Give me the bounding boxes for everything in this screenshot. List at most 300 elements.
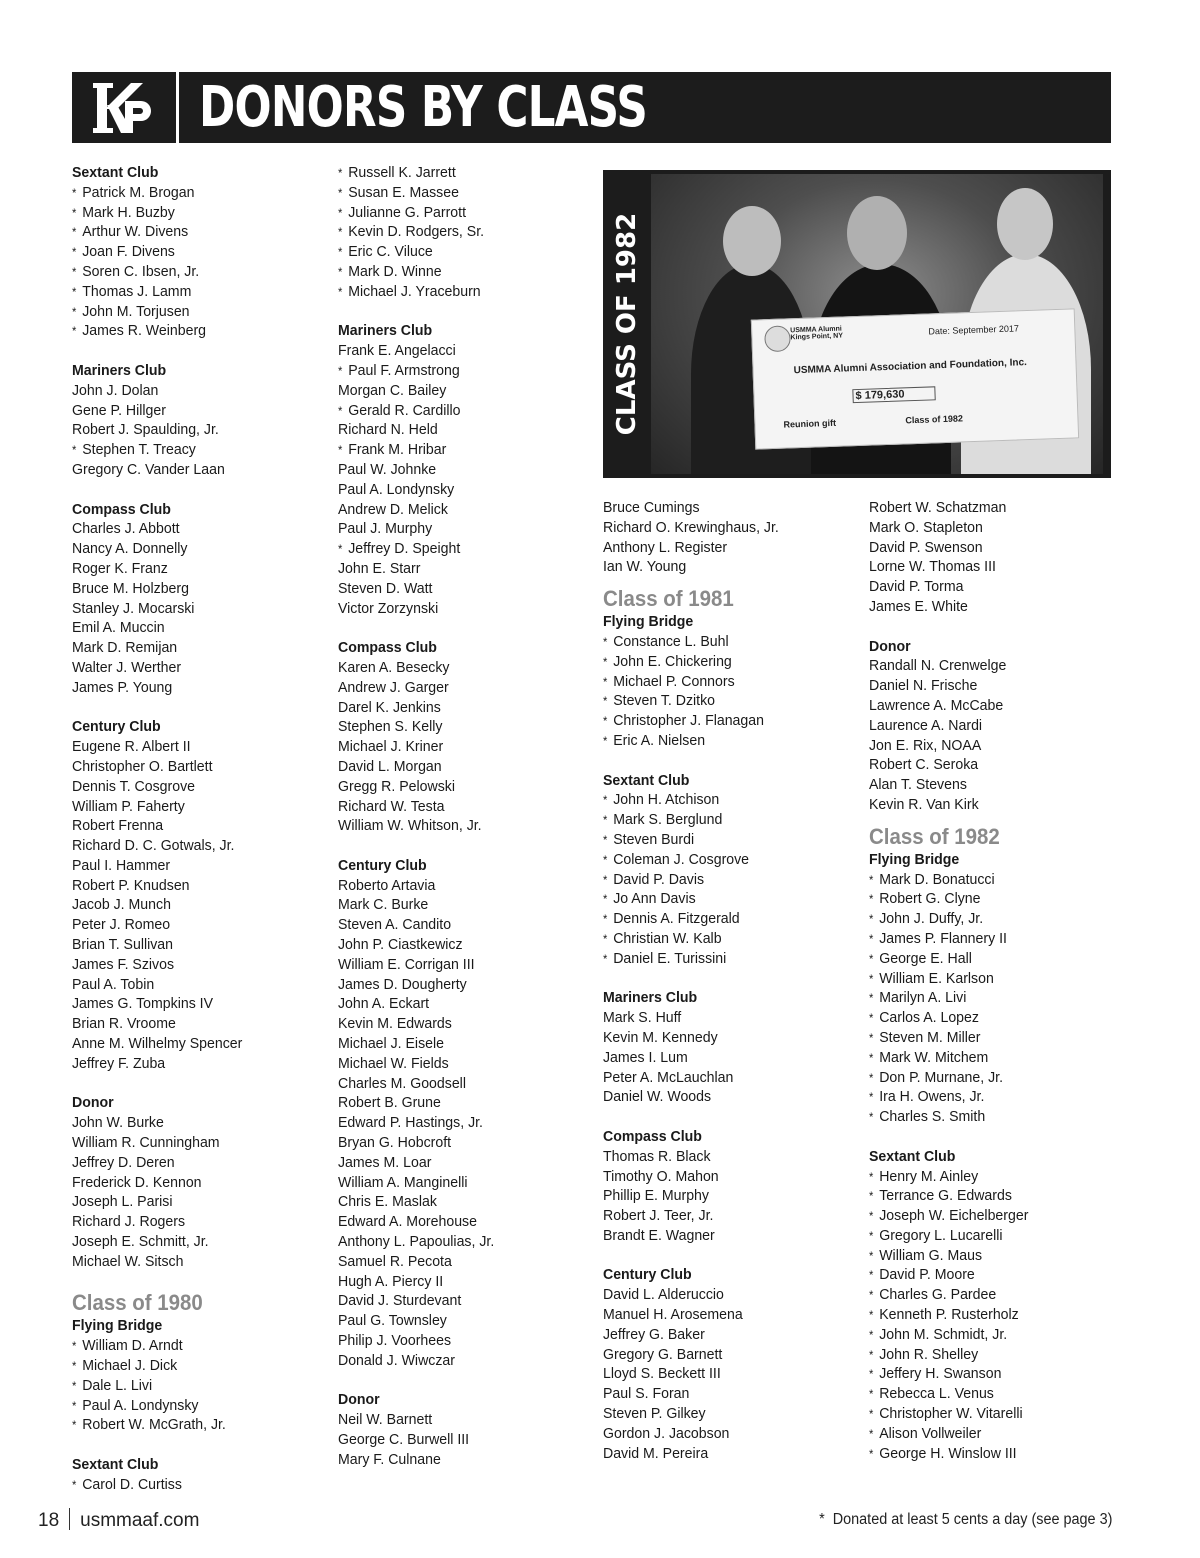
donor-name: [72, 539, 309, 559]
donor-name-text: John H. Atchison: [613, 791, 720, 809]
person-left-head: [723, 206, 781, 276]
star-icon: *: [72, 304, 77, 319]
donor-name-text: Lawrence A. McCabe: [869, 696, 1004, 714]
donor-name: [869, 1285, 1092, 1305]
star-icon: *: [72, 225, 77, 240]
star-icon: *: [869, 991, 874, 1006]
donor-name: [72, 1113, 309, 1133]
donor-name: [72, 1232, 309, 1252]
donor-name-text: Victor Zorzynski: [338, 599, 439, 617]
donor-name: [72, 579, 309, 599]
donor-name: [869, 795, 1092, 815]
donor-name: [338, 1212, 575, 1232]
donor-name-text: Jeffrey F. Zuba: [72, 1054, 166, 1072]
donor-name: [603, 810, 840, 830]
donor-name: [869, 577, 1092, 597]
footnote-text: Donated at least 5 cents a day (see page 3): [832, 1511, 1112, 1528]
donor-name: [338, 895, 575, 915]
donor-name-text: Paul F. Armstrong: [348, 361, 460, 379]
donor-name: [869, 1048, 1092, 1068]
donor-name-text: Jon E. Rix, NOAA: [869, 736, 982, 754]
donor-name: [72, 876, 309, 896]
donor-name: [869, 1246, 1092, 1266]
donor-name-text: Paul A. Londynsky: [338, 480, 455, 498]
star-icon: *: [72, 264, 77, 279]
donor-name: [72, 777, 309, 797]
donor-name: [72, 381, 309, 401]
star-icon: *: [72, 1477, 77, 1492]
donor-name: [603, 672, 840, 692]
donor-name-text: John J. Duffy, Jr.: [879, 910, 984, 928]
donor-group: [338, 163, 593, 302]
donor-name: [869, 1068, 1092, 1088]
donor-name-text: Jeffery H. Swanson: [879, 1365, 1002, 1383]
giving-club-heading: Compass Club: [72, 500, 171, 518]
donor-name-text: Jacob J. Munch: [72, 896, 171, 914]
donor-name-text: Rebecca L. Venus: [879, 1385, 994, 1403]
donor-name-text: William P. Faherty: [72, 797, 185, 815]
donor-name: [338, 757, 575, 777]
donor-group: [603, 498, 858, 577]
donor-name: [338, 460, 575, 480]
star-icon: *: [338, 225, 343, 240]
donor-group: [338, 1390, 593, 1469]
donor-name: [72, 460, 309, 480]
footer-divider: [69, 1508, 70, 1530]
donor-name-text: Alison Vollweiler: [879, 1424, 982, 1442]
donor-name-text: Robert J. Spaulding, Jr.: [72, 421, 219, 439]
donor-name-text: Joseph L. Parisi: [72, 1193, 173, 1211]
donor-name: [869, 1226, 1092, 1246]
donor-name: [338, 1331, 575, 1351]
donor-name-text: Richard J. Rogers: [72, 1213, 186, 1231]
star-icon: *: [338, 363, 343, 378]
title-banner: [72, 72, 1111, 143]
donor-name: [603, 1186, 840, 1206]
donor-name: [603, 731, 840, 751]
donor-name-text: Mark D. Bonatucci: [879, 870, 995, 888]
donor-name: [338, 480, 575, 500]
star-icon: *: [603, 872, 608, 887]
donor-name: [869, 1345, 1092, 1365]
donor-name: [869, 1107, 1092, 1127]
donor-name-text: William E. Corrigan III: [338, 955, 475, 973]
donor-name: [72, 242, 309, 262]
star-icon: *: [338, 443, 343, 458]
donor-name-text: Robert B. Grune: [338, 1094, 441, 1112]
donor-name-text: Stanley J. Mocarski: [72, 599, 195, 617]
donor-name: [603, 1444, 840, 1464]
donor-name: [72, 955, 309, 975]
donor-name-text: Andrew J. Garger: [338, 678, 449, 696]
donor-name: [338, 1430, 575, 1450]
donor-name: [338, 658, 575, 678]
donor-name-text: James F. Szivos: [72, 955, 175, 973]
star-icon: *: [72, 324, 77, 339]
star-icon: *: [869, 1308, 874, 1323]
donor-name-text: David P. Swenson: [869, 538, 983, 556]
star-icon: *: [338, 185, 343, 200]
check-memo: Reunion gift: [783, 417, 837, 430]
donor-name-text: Brian R. Vroome: [72, 1015, 176, 1033]
donor-name-text: James P. Young: [72, 678, 173, 696]
star-icon: *: [869, 912, 874, 927]
donor-name-text: James R. Weinberg: [82, 322, 207, 340]
class-year-heading: Class of 1980: [72, 1290, 203, 1316]
donor-name: [603, 691, 840, 711]
donor-name: [338, 539, 575, 559]
donor-name: [338, 420, 575, 440]
donor-name-text: Robert W. Schatzman: [869, 499, 1007, 516]
donor-name-text: Gene P. Hillger: [72, 401, 166, 419]
donor-name-text: Coleman J. Cosgrove: [613, 850, 750, 868]
donor-name: [338, 994, 575, 1014]
giving-club-heading: Sextant Club: [72, 1456, 159, 1473]
donor-name-text: Roberto Artavia: [338, 876, 436, 894]
donor-name-text: John W. Burke: [72, 1114, 164, 1132]
donor-name: [603, 889, 840, 909]
donor-name-text: Chris E. Maslak: [338, 1193, 437, 1211]
donor-name: [72, 1475, 309, 1495]
star-icon: *: [869, 872, 874, 887]
donor-group: [72, 717, 327, 1073]
donor-name: [338, 876, 575, 896]
donor-name: [338, 262, 575, 282]
donor-name-text: Edward P. Hastings, Jr.: [338, 1114, 483, 1132]
donor-name-text: Peter J. Romeo: [72, 916, 171, 934]
donor-name-text: Jeffrey D. Speight: [348, 540, 461, 558]
donor-name-text: William R. Cunningham: [72, 1134, 220, 1152]
star-icon: *: [869, 1228, 874, 1243]
star-icon: *: [869, 1407, 874, 1422]
donor-name: [338, 1014, 575, 1034]
star-icon: *: [869, 1050, 874, 1065]
banner-divider: [176, 72, 179, 143]
donor-name: [603, 949, 840, 969]
donor-name-text: Andrew D. Melick: [338, 500, 448, 518]
donor-name-text: Mark H. Buzby: [82, 203, 175, 221]
donor-name: [603, 1404, 840, 1424]
donor-name-text: Terrance G. Edwards: [879, 1187, 1012, 1205]
donor-name: [338, 1034, 575, 1054]
donor-name-text: Samuel R. Pecota: [338, 1252, 452, 1270]
donor-name: [338, 1074, 575, 1094]
donor-column-2: [338, 163, 593, 1489]
donor-name-text: Robert W. McGrath, Jr.: [82, 1416, 226, 1434]
donor-name: [869, 909, 1092, 929]
star-icon: *: [869, 1169, 874, 1184]
donor-name-text: Thomas J. Lamm: [82, 282, 192, 300]
donor-name: [869, 775, 1092, 795]
donor-name-text: Eric A. Nielsen: [613, 731, 706, 749]
donor-name-text: Brian T. Sullivan: [72, 936, 174, 954]
donor-name-text: Manuel H. Arosemena: [603, 1306, 743, 1324]
donor-name: [338, 1113, 575, 1133]
donor-column-1: [72, 163, 327, 1514]
donor-name-text: John R. Shelley: [879, 1345, 979, 1363]
donor-name-text: Jeffrey D. Deren: [72, 1153, 175, 1171]
donor-name: [603, 711, 840, 731]
donor-name-text: George E. Hall: [879, 949, 972, 967]
donor-name-text: Dennis T. Cosgrove: [72, 777, 196, 795]
donor-name: [869, 1206, 1092, 1226]
donor-name: [72, 836, 309, 856]
donor-group: [603, 988, 858, 1107]
donor-name: [72, 302, 309, 322]
donor-name: [72, 222, 309, 242]
star-icon: *: [603, 951, 608, 966]
donor-name: [869, 538, 1092, 558]
photo-label-text: CLASS OF 1982: [612, 212, 643, 436]
donor-name-text: Robert Frenna: [72, 817, 164, 835]
donor-name: [72, 975, 309, 995]
donor-name: [338, 717, 575, 737]
donor-name: [72, 1396, 309, 1416]
donor-name-text: Anthony L. Register: [603, 538, 728, 556]
star-icon: *: [603, 694, 608, 709]
giving-club-heading: Compass Club: [338, 639, 437, 657]
donor-name-text: David P. Moore: [879, 1266, 975, 1284]
giving-club-heading: Compass Club: [603, 1127, 702, 1145]
donor-name-text: Frederick D. Kennon: [72, 1173, 202, 1191]
donor-name: [338, 797, 575, 817]
star-icon: *: [869, 1367, 874, 1382]
donor-name-text: James M. Loar: [338, 1153, 432, 1171]
donor-name-text: Morgan C. Bailey: [338, 381, 447, 399]
star-icon: *: [869, 931, 874, 946]
donor-name: [603, 830, 840, 850]
star-icon: *: [603, 892, 608, 907]
donor-name-text: Arthur W. Divens: [82, 223, 189, 241]
donor-name: [338, 361, 575, 381]
donor-name: [72, 1415, 309, 1435]
donor-name-text: Steven T. Dzitko: [613, 692, 716, 710]
donor-name: [869, 1008, 1092, 1028]
donor-name-text: Bruce M. Holzberg: [72, 579, 189, 597]
donor-name: [869, 949, 1092, 969]
star-icon: *: [869, 1288, 874, 1303]
donor-name: [603, 1068, 840, 1088]
star-icon: *: [603, 654, 608, 669]
donor-name-text: William W. Whitson, Jr.: [338, 817, 482, 835]
donor-name: [338, 1153, 575, 1173]
donor-name-text: Michael J. Kriner: [338, 738, 444, 756]
donor-name: [869, 1444, 1092, 1464]
donor-name: [338, 1173, 575, 1193]
donor-name: [603, 929, 840, 949]
donor-name-text: David L. Morgan: [338, 757, 442, 775]
donor-name: [338, 1272, 575, 1292]
donor-name-text: Hugh A. Piercy II: [338, 1272, 444, 1290]
person-center-head: [847, 196, 907, 270]
donor-name-text: Michael W. Fields: [338, 1054, 449, 1072]
star-icon: *: [869, 1268, 874, 1283]
donor-name-text: Bryan G. Hobcroft: [338, 1134, 452, 1152]
donor-name: [72, 816, 309, 836]
donor-name: [869, 656, 1092, 676]
donor-name-text: Robert J. Teer, Jr.: [603, 1207, 714, 1225]
class-year-heading: Class of 1982: [869, 823, 1000, 849]
donor-name-text: Kevin R. Van Kirk: [869, 795, 979, 813]
class-of-1982-photo: [651, 174, 1103, 474]
star-icon: *: [603, 852, 608, 867]
donor-name-text: Ira H. Owens, Jr.: [879, 1088, 985, 1106]
donor-name: [869, 988, 1092, 1008]
donor-name-text: Donald J. Wiwczar: [338, 1351, 455, 1369]
donor-name: [338, 777, 575, 797]
site-link[interactable]: usmmaaf.com: [80, 1510, 200, 1531]
donor-name-text: Russell K. Jarrett: [348, 164, 456, 181]
donor-name: [869, 696, 1092, 716]
donor-name-text: Michael J. Yraceburn: [348, 282, 481, 300]
donor-name-text: Henry M. Ainley: [879, 1167, 979, 1185]
donor-name: [603, 1048, 840, 1068]
donor-name: [603, 1008, 840, 1028]
donor-name: [72, 737, 309, 757]
giving-club-heading: Flying Bridge: [869, 850, 960, 868]
donor-name-text: Daniel W. Woods: [603, 1088, 712, 1106]
donor-name-text: Mary F. Culnane: [338, 1450, 441, 1468]
star-icon: *: [869, 971, 874, 986]
star-icon: *: [869, 1327, 874, 1342]
donor-name-text: Frank M. Hribar: [348, 441, 447, 459]
donor-name-text: Susan E. Massee: [348, 183, 459, 201]
donor-name-text: Charles G. Pardee: [879, 1286, 997, 1304]
check-date: Date: September 2017: [928, 323, 1020, 337]
donor-name-text: Paul S. Foran: [603, 1385, 690, 1403]
donor-name-text: Christopher O. Bartlett: [72, 757, 213, 775]
donor-group: [603, 585, 858, 751]
donor-name-text: Roger K. Franz: [72, 559, 168, 577]
donor-name-text: Gregory C. Vander Laan: [72, 460, 225, 478]
donor-name-text: Gregory L. Lucarelli: [879, 1226, 1003, 1244]
donor-name: [338, 1351, 575, 1371]
donation-check: [751, 308, 1079, 449]
donor-name-text: Anthony L. Papoulias, Jr.: [338, 1233, 495, 1251]
donor-name: [72, 1252, 309, 1272]
donor-name: [72, 262, 309, 282]
donor-name-text: Paul A. Londynsky: [82, 1396, 199, 1414]
donor-name-text: Charles M. Goodsell: [338, 1074, 466, 1092]
donor-name: [338, 1192, 575, 1212]
donor-name: [603, 1325, 840, 1345]
photo-label: [603, 170, 651, 478]
check-payee: USMMA Alumni Association and Foundation, Inc.: [793, 357, 1028, 377]
donor-name: [338, 737, 575, 757]
star-icon: *: [603, 714, 608, 729]
donor-name: [72, 935, 309, 955]
donor-name: [869, 969, 1092, 989]
giving-club-heading: Century Club: [72, 718, 161, 736]
star-icon: *: [869, 1426, 874, 1441]
donor-name-text: Kenneth P. Rusterholz: [879, 1306, 1019, 1324]
donor-name: [72, 1054, 309, 1074]
donor-name: [603, 1384, 840, 1404]
donor-name-text: James P. Flannery II: [879, 929, 1007, 947]
donor-name: [338, 1311, 575, 1331]
donor-name: [338, 341, 575, 361]
donor-name-text: Mark S. Berglund: [613, 811, 723, 829]
donor-name: [603, 1167, 840, 1187]
donor-name-text: Marilyn A. Livi: [879, 989, 967, 1007]
donor-name-text: Joseph E. Schmitt, Jr.: [72, 1233, 209, 1251]
donor-name: [72, 1014, 309, 1034]
page-number: 18: [38, 1510, 60, 1531]
donor-name: [338, 1232, 575, 1252]
donor-name-text: Constance L. Buhl: [613, 632, 729, 650]
donor-name-text: Gregg R. Pelowski: [338, 777, 455, 795]
star-icon: *: [338, 205, 343, 220]
giving-club-heading: Flying Bridge: [72, 1317, 163, 1335]
donor-name-text: Michael W. Sitsch: [72, 1252, 184, 1270]
donor-name: [338, 975, 575, 995]
star-icon: *: [338, 284, 343, 299]
donor-name: [603, 1305, 840, 1325]
star-icon: *: [72, 1359, 77, 1374]
donor-name: [603, 850, 840, 870]
donor-name: [869, 929, 1092, 949]
donor-name-text: Mark D. Remijan: [72, 639, 178, 657]
donor-name-text: Eugene R. Albert II: [72, 738, 191, 756]
donor-name: [338, 1054, 575, 1074]
donor-name: [338, 579, 575, 599]
donor-name-text: Joseph W. Eichelberger: [879, 1207, 1029, 1225]
donor-name-text: Kevin M. Edwards: [338, 1015, 452, 1033]
donor-name-text: Paul W. Johnke: [338, 460, 437, 478]
donor-name: [869, 736, 1092, 756]
giving-club-heading: Donor: [338, 1391, 380, 1409]
donor-name-text: Nancy A. Donnelly: [72, 540, 188, 558]
donor-name: [72, 1133, 309, 1153]
donor-name: [603, 790, 840, 810]
donor-name-text: Steven A. Candito: [338, 916, 452, 934]
donor-name-text: Daniel E. Turissini: [613, 949, 727, 967]
donor-name: [72, 1336, 309, 1356]
giving-club-heading: Flying Bridge: [603, 613, 694, 631]
donor-name-text: Alan T. Stevens: [869, 776, 967, 794]
giving-club-heading: Mariners Club: [603, 989, 698, 1007]
giving-club-heading: Sextant Club: [603, 771, 690, 789]
donor-name-text: Walter J. Werther: [72, 658, 182, 676]
donor-name-text: George H. Winslow III: [879, 1444, 1017, 1462]
donor-name: [72, 599, 309, 619]
donor-name: [603, 538, 840, 558]
donor-name-text: George C. Burwell III: [338, 1431, 470, 1448]
star-icon: *: [72, 1378, 77, 1393]
donor-name: [338, 599, 575, 619]
donor-name-text: Jo Ann Davis: [613, 890, 696, 908]
donor-name-text: Don P. Murnane, Jr.: [879, 1068, 1004, 1086]
donor-name-text: John P. Ciastkewicz: [338, 936, 463, 954]
donor-name-text: Robert G. Clyne: [879, 890, 981, 908]
donor-name-text: Michael J. Dick: [82, 1357, 178, 1375]
donor-name: [869, 889, 1092, 909]
star-icon: *: [603, 793, 608, 808]
donor-name-text: David J. Sturdevant: [338, 1292, 462, 1310]
donor-name: [603, 557, 840, 577]
donor-name: [869, 1404, 1092, 1424]
donor-name: [603, 652, 840, 672]
donor-name: [869, 716, 1092, 736]
star-icon: *: [869, 1209, 874, 1224]
footnote-star-icon: *: [818, 1511, 825, 1528]
star-icon: *: [869, 1011, 874, 1026]
giving-club-heading: Donor: [72, 1094, 114, 1112]
donor-name-text: David P. Torma: [869, 578, 964, 596]
giving-club-heading: Sextant Club: [869, 1147, 956, 1165]
donor-group: [72, 1093, 327, 1271]
donor-name-text: Edward A. Morehouse: [338, 1213, 477, 1231]
